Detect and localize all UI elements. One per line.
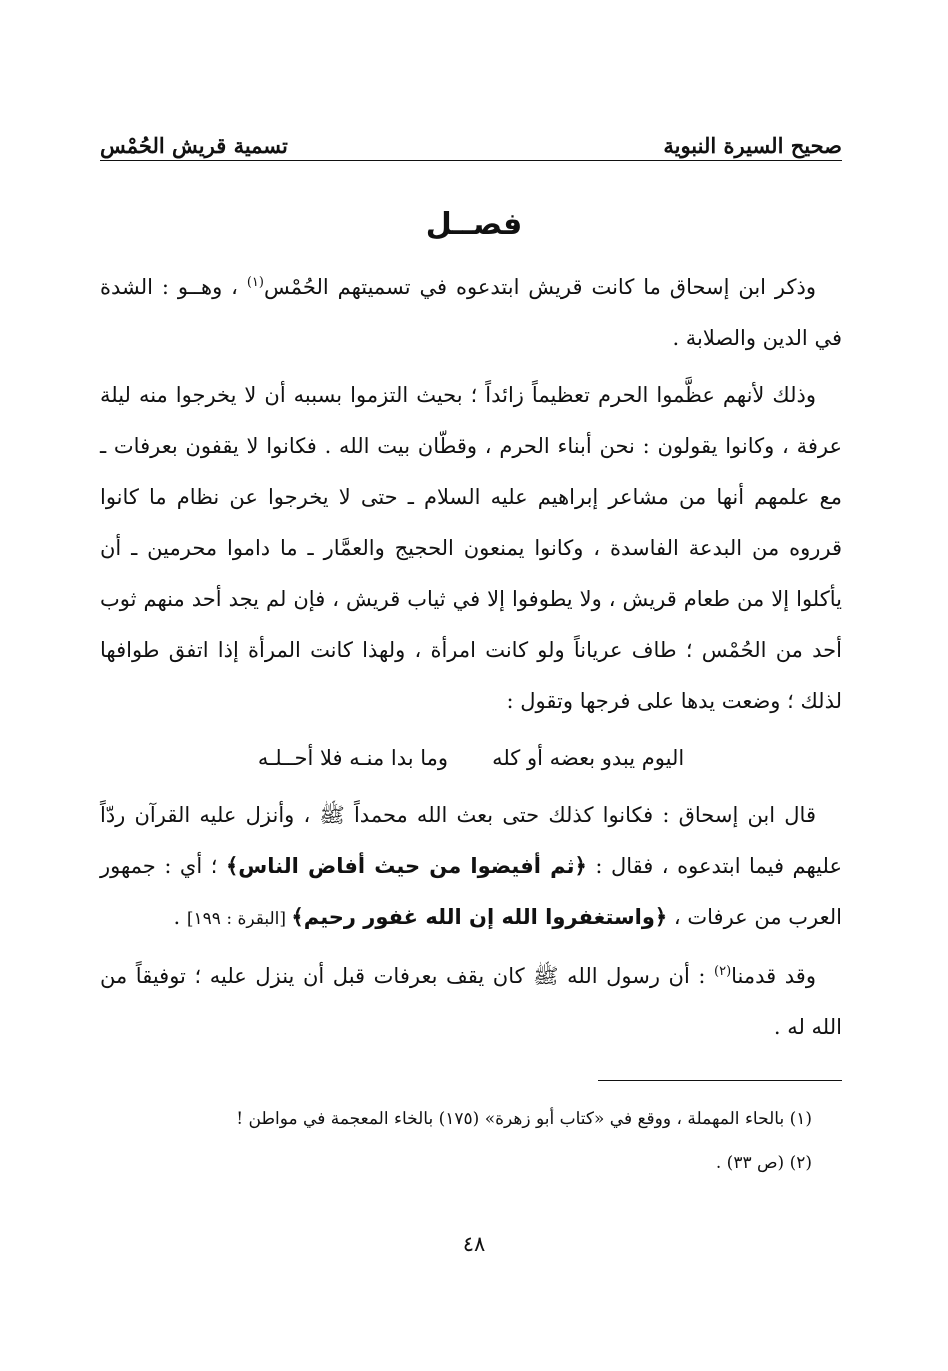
poetry-verse: [100, 733, 842, 784]
paragraph-4: [100, 951, 842, 1053]
footnote-marker-2: (٢): [714, 964, 732, 979]
footnote-2: (٢) (ص ٣٣) .: [715, 1153, 812, 1173]
footnote-divider: [598, 1080, 842, 1081]
page-number: ٤٨: [462, 1232, 486, 1256]
paragraph-1: [100, 262, 842, 364]
paragraph-4-text-b: : أن رسول الله ﷺ كان يقف بعرفات قبل أن ينزل عليه ؛ توفيقاً من الله له .: [100, 964, 842, 1039]
footnote-marker-1: (١): [246, 275, 264, 290]
running-header: [100, 118, 842, 158]
footnotes: [100, 1097, 812, 1185]
paragraph-1-text-b: ، وهــو : الشدة في الدين والصلابة .: [100, 275, 842, 350]
book-title: صحيح السيرة النبوية: [663, 133, 842, 158]
paragraph-4-text-a: وقد قدمنا: [731, 964, 816, 988]
paragraph-3-end: .: [173, 905, 187, 929]
quran-quote-2: ﴿واستغفروا الله إن الله غفور رحيم﴾: [291, 905, 668, 929]
paragraph-3: [100, 790, 842, 945]
section-title: فصــل: [425, 207, 523, 242]
quran-reference: [البقرة : ١٩٩]: [186, 909, 292, 929]
paragraph-2: وذلك لأنهم عظَّموا الحرم تعظيماً زائداً ؛ بحيث التزموا بسببه أن لا يخرجوا منه ليلة عرفة ، وكانوا يقولون : نحن أبناء الحرم ، وقطّان بيت الله . فكانوا لا يقفون بعرفات ـ مع علمهم أنها من مشاعر إبراهيم عليه السلام ـ حتى لا يخرجوا عن نظام ما كانوا قرروه من البدعة الفاسدة ، وكانوا يمنعون الحجيج والعمَّار ـ ما داموا محرمين ـ أن يأكلوا إلا من طعام قريش ، ولا يطوفوا إلا في ثياب قريش ، فإن لم يجد أحد منهم ثوب أحد من الحُمْس ؛ طاف عرياناً ولو كانت امرأة ، ولهذا كانت المرأة إذا اتفق طوافها لذلك ؛ وضعت يدها على فرجها وتقول :: [100, 383, 842, 713]
paragraph-1-text-a: وذكر ابن إسحاق ما كانت قريش ابتدعوه في تسميتهم الحُمْس: [263, 275, 817, 299]
paragraph-3-text-a: قال ابن إسحاق : فكانوا كذلك حتى بعث الله محمداً ﷺ ، وأنزل عليه القرآن ردّاً عليهم فيما ابتدعوه ، فقال :: [100, 803, 842, 878]
verse-second-hemistich: وما بدا منـه فلا أحــلـه: [257, 746, 449, 770]
paragraph-3-text-b: ؛ أي : جمهور العرب من عرفات ،: [100, 854, 842, 929]
header-divider: [100, 160, 842, 161]
body-text: [100, 262, 842, 1059]
chapter-title: تسمية قريش الحُمْس: [100, 133, 288, 158]
verse-first-hemistich: اليوم يبدو بعضه أو كله: [492, 746, 685, 770]
footnote-1: (١) بالحاء المهملة ، ووقع في «كتاب أبو زهرة» (١٧٥) بالخاء المعجمة في مواطن !: [236, 1109, 812, 1129]
quran-quote-1: ﴿ثم أفيضوا من حيث أفاض الناس﴾: [225, 854, 587, 878]
